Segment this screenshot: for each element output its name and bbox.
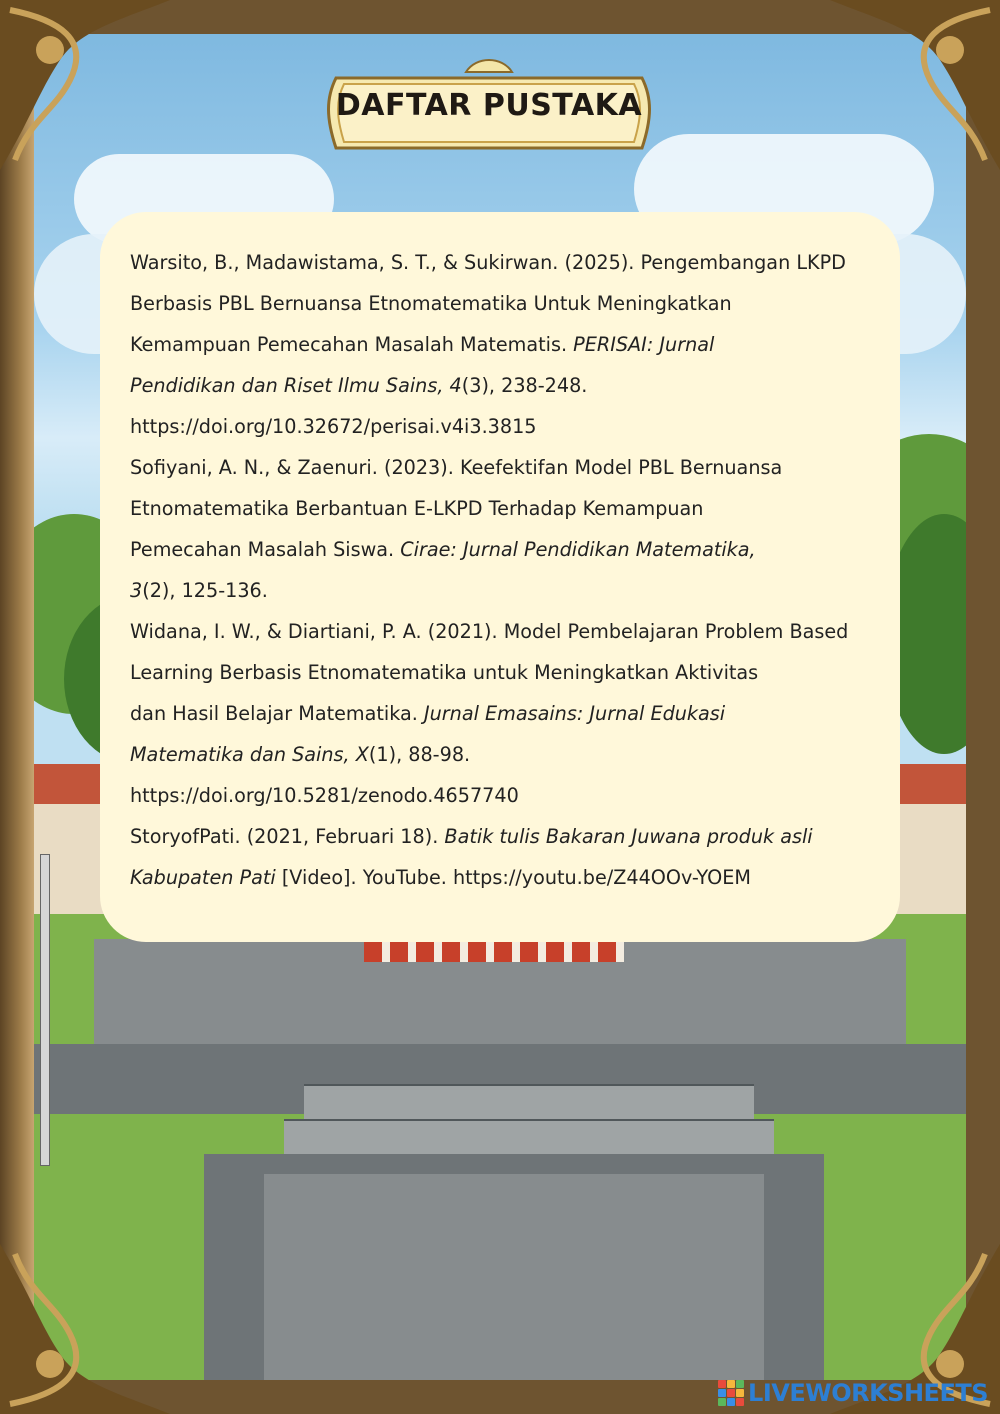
brand-name: LIVEWORKSHEETS xyxy=(748,1379,988,1407)
corner-ornament-icon xyxy=(0,1244,170,1414)
reference-text-segment: [Video]. YouTube. https://youtu.be/Z44OOv-YOEM xyxy=(275,866,751,889)
reference-line xyxy=(130,447,890,488)
reference-text-segment: Pemecahan Masalah Siswa. xyxy=(130,538,401,561)
reference-line xyxy=(130,734,890,775)
reference-line xyxy=(130,652,890,693)
reference-entry xyxy=(130,242,890,447)
reference-line xyxy=(130,693,890,734)
reference-italic-segment: Cirae: Jurnal Pendidikan Matematika, xyxy=(400,538,756,561)
reference-line xyxy=(130,611,890,652)
reference-entry xyxy=(130,447,890,611)
corner-ornament-icon xyxy=(830,0,1000,170)
logo-mark-icon xyxy=(718,1380,744,1406)
reference-text-segment: Widana, I. W., & Diartiani, P. A. (2021). Model Pembelajaran Problem Based xyxy=(130,620,849,643)
reference-text-segment: https://doi.org/10.5281/zenodo.4657740 xyxy=(130,784,519,807)
reference-text-segment: (3), 238-248. xyxy=(461,374,588,397)
reference-text-segment: https://doi.org/10.32672/perisai.v4i3.3815 xyxy=(130,415,537,438)
title-banner xyxy=(316,58,662,154)
reference-text-segment: (1), 88-98. xyxy=(368,743,471,766)
reference-text-segment: dan Hasil Belajar Matematika. xyxy=(130,702,424,725)
reference-line xyxy=(130,324,890,365)
reference-italic-segment: Jurnal Emasains: Jurnal Edukasi xyxy=(423,702,726,725)
reference-line xyxy=(130,283,890,324)
reference-italic-segment: Pendidikan dan Riset Ilmu Sains, 4 xyxy=(130,374,462,397)
reference-line xyxy=(130,857,890,898)
reference-line xyxy=(130,406,890,447)
reference-line xyxy=(130,570,890,611)
reference-line xyxy=(130,816,890,857)
reference-line xyxy=(130,488,890,529)
reference-italic-segment: PERISAI: Jurnal xyxy=(573,333,715,356)
reference-list xyxy=(130,242,890,898)
reference-text-segment: Berbasis PBL Bernuansa Etnomatematika Untuk Meningkatkan xyxy=(130,292,732,315)
reference-line xyxy=(130,365,890,406)
reference-text-segment: (2), 125-136. xyxy=(142,579,268,602)
reference-italic-segment: Batik tulis Bakaran Juwana produk asli xyxy=(444,825,813,848)
reference-line xyxy=(130,775,890,816)
reference-text-segment: Sofiyani, A. N., & Zaenuri. (2023). Keefektifan Model PBL Bernuansa xyxy=(130,456,783,479)
reference-italic-segment: 3 xyxy=(130,579,143,602)
corner-ornament-icon xyxy=(0,0,170,170)
reference-entry xyxy=(130,816,890,898)
reference-text-segment: Etnomatematika Berbantuan E-LKPD Terhadap Kemampuan xyxy=(130,497,704,520)
reference-text-segment: Learning Berbasis Etnomatematika untuk Meningkatkan Aktivitas xyxy=(130,661,759,684)
reference-line xyxy=(130,529,890,570)
page-title: DAFTAR PUSTAKA xyxy=(335,88,643,123)
reference-text-segment: StoryofPati. (2021, Februari 18). xyxy=(130,825,445,848)
reference-entry xyxy=(130,611,890,816)
reference-text-segment: Warsito, B., Madawistama, S. T., & Sukirwan. (2025). Pengembangan LKPD xyxy=(130,251,846,274)
reference-italic-segment: Kabupaten Pati xyxy=(130,866,276,889)
reference-line xyxy=(130,242,890,283)
liveworksheets-logo xyxy=(718,1378,988,1408)
reference-text-segment: Kemampuan Pemecahan Masalah Matematis. xyxy=(130,333,574,356)
reference-italic-segment: Matematika dan Sains, X xyxy=(130,743,369,766)
